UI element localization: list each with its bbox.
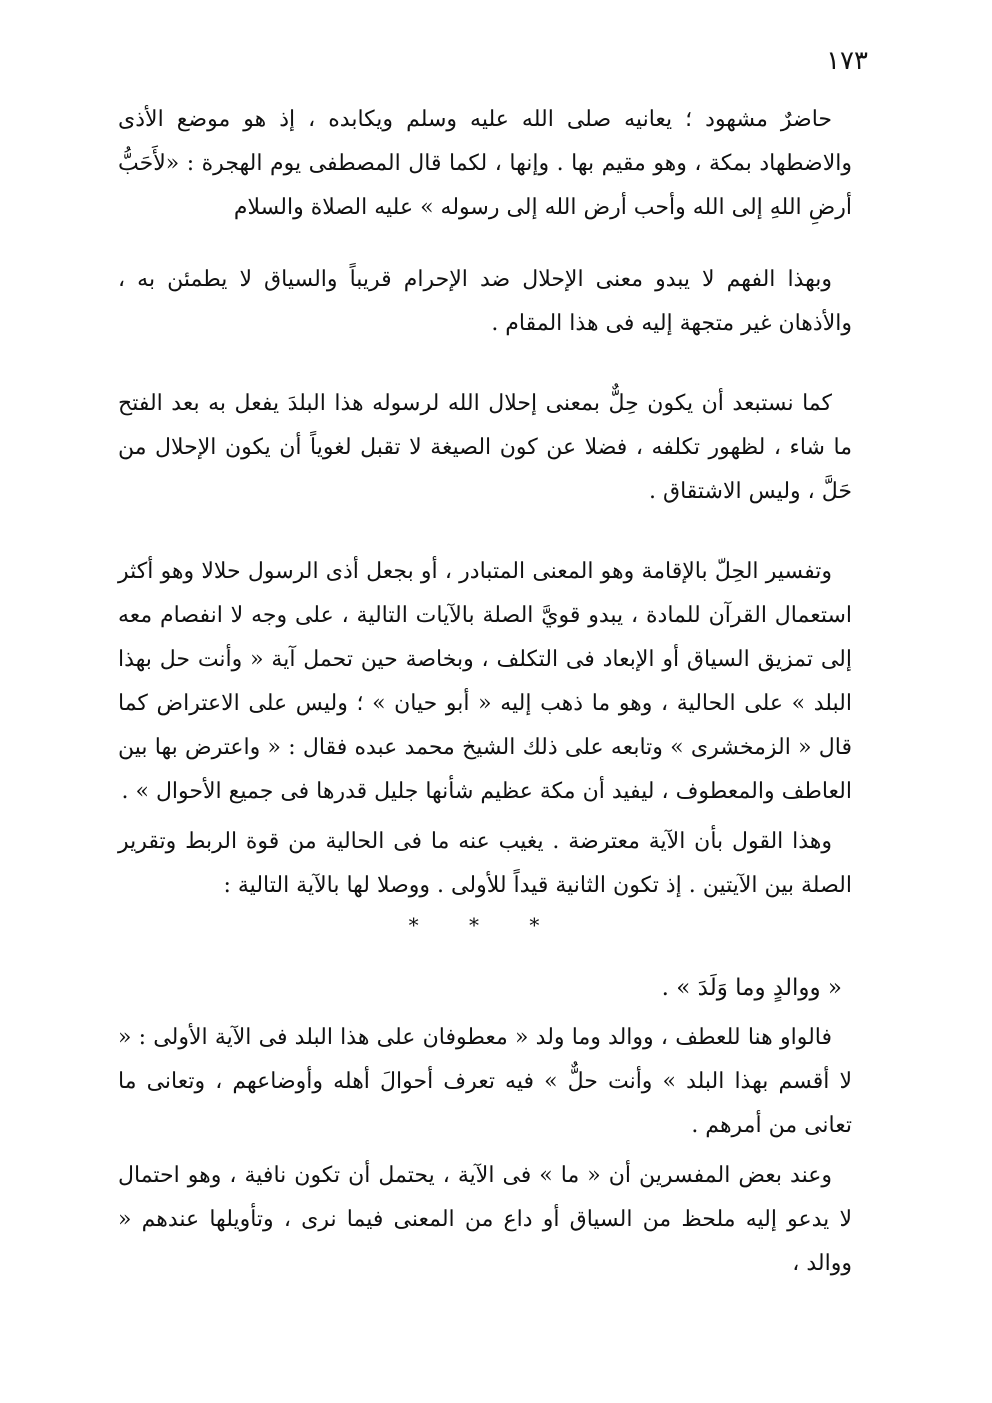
paragraph-2: وبهذا الفهم لا يبدو معنى الإحلال ضد الإحرام قريباً والسياق لا يطمئن به ، والأذهان غير متجهة إليه فى هذا المقام . <box>118 267 852 336</box>
body-text <box>118 98 852 1286</box>
paragraph-7: وعند بعض المفسرين أن « ما » فى الآية ، يحتمل أن تكون نافية ، وهو احتمال لا يدعو إليه ملحظ من السياق أو داع من المعنى فيما نرى ، وتأويلها عندهم « ووالد ، <box>118 1163 852 1276</box>
paragraph-6: فالواو هنا للعطف ، ووالد وما ولد « معطوفان على هذا البلد فى الآية الأولى : « لا أقسم بهذا البلد » وأنت حلٌّ » فيه تعرف أحوالَ أهله وأوضاعهم ، وتعانى ما تعانى من أمرهم . <box>118 1025 852 1138</box>
paragraph-5: وهذا القول بأن الآية معترضة . يغيب عنه ما فى الحالية من قوة الربط وتقرير الصلة بين الآيتين . إذ تكون الثانية قيداً للأولى . ووصلا لها بالآية التالية : <box>118 829 852 898</box>
paragraph-1: حاضرٌ مشهود ؛ يعانيه صلى الله عليه وسلم ويكابده ، إذ هو موضع الأذى والاضطهاد بمكة ، وهو مقيم بها . وإنها ، لكما قال المصطفى يوم الهجرة : «لأَحَبُّ أرضِ اللهِ إلى الله وأحب أرض الله إلى رسوله » عليه الصلاة والسلام <box>118 107 852 220</box>
page-number: ١٧٣ <box>826 46 868 76</box>
paragraph-3: كما نستبعد أن يكون حِلٌّ بمعنى إحلال الله لرسوله هذا البلدَ يفعل به بعد الفتح ما شاء ، لظهور تكلفه ، فضلا عن كون الصيغة لا تقبل لغوياً أن يكون الإحلال من حَلَّ ، وليس الاشتقاق . <box>118 391 852 504</box>
section-separator: * * * <box>408 913 562 937</box>
paragraph-4: وتفسير الحِلّ بالإقامة وهو المعنى المتبادر ، أو بجعل أذى الرسول حلالا وهو أكثر استعمال القرآن للمادة ، يبدو قويَّ الصلة بالآيات التالية ، على وجه لا انفصام معه إلى تمزيق السياق أو الإبعاد فى التكلف ، وبخاصة حين تحمل آية « وأنت حل بهذا البلد » على الحالية ، وهو ما ذهب إليه « أبو حيان » ؛ وليس على الاعتراض كما قال « الزمخشرى » وتابعه على ذلك الشيخ محمد عبده فقال : « واعترض بها بين العاطف والمعطوف ، ليفيد أن مكة عظيم شأنها جليل قدرها فى جميع الأحوال » . <box>118 559 852 804</box>
quran-verse: « ووالدٍ وما وَلَدَ » . <box>661 975 842 1001</box>
